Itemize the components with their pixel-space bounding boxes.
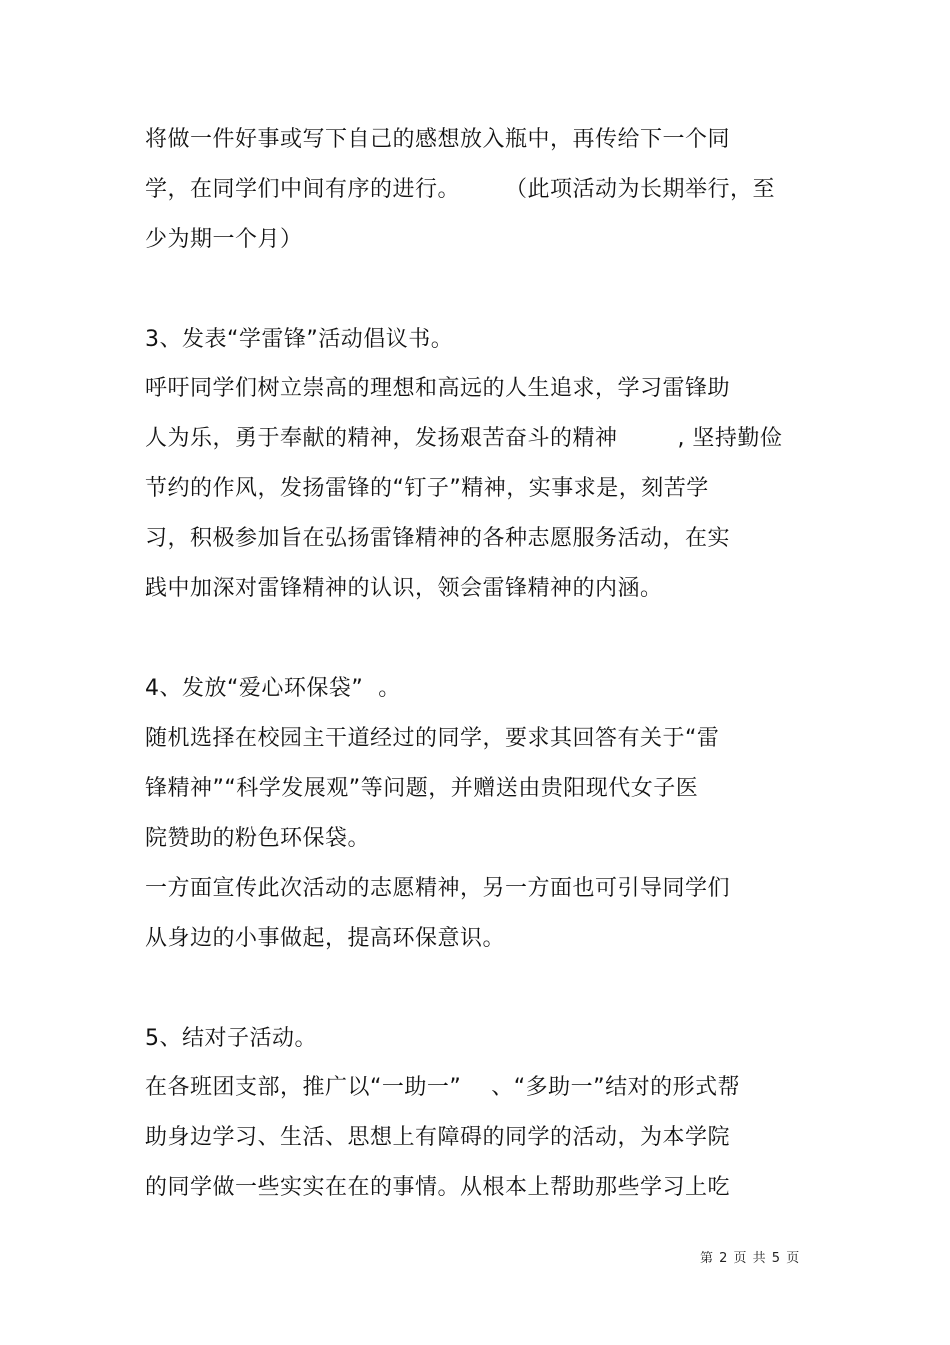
text-line: 践中加深对雷锋精神的认识，领会雷锋精神的内涵。 <box>145 576 663 601</box>
text-line: 锋精神”“科学发展观”等问题，并赠送由贵阳现代女子医 <box>145 776 699 801</box>
text-line: 院赞助的粉色环保袋。 <box>145 826 371 851</box>
text-line: 将做一件好事或写下自己的感想放入瓶中，再传给下一个同 <box>145 127 731 152</box>
text-line: 的同学做一些实实在在的事情。从根本上帮助那些学习上吃 <box>145 1175 731 1200</box>
text-line: 学，在同学们中间有序的进行。 （此项活动为长期举行，至 <box>145 177 775 202</box>
text-line: 习，积极参加旨在弘扬雷锋精神的各种志愿服务活动，在实 <box>145 526 731 551</box>
text-line: 节约的作风，发扬雷锋的“钉子”精神，实事求是，刻苦学 <box>145 476 709 501</box>
text-line: 呼吁同学们树立崇高的理想和高远的人生追求，学习雷锋助 <box>145 376 731 401</box>
page-number-footer: 第 2 页 共 5 页 <box>700 1251 801 1266</box>
text-line: 助身边学习、生活、思想上有障碍的同学的活动，为本学院 <box>145 1125 731 1150</box>
text-line: 一方面宣传此次活动的志愿精神，另一方面也可引导同学们 <box>145 876 731 901</box>
text-line: 人为乐，勇于奉献的精神，发扬艰苦奋斗的精神 , 坚持勤俭 <box>145 426 783 451</box>
text-line: 随机选择在校园主干道经过的同学，要求其回答有关于“雷 <box>145 726 720 751</box>
text-line: 在各班团支部，推广以“一助一” 、“多助一”结对的形式帮 <box>145 1075 741 1100</box>
section-heading: 3、发表“学雷锋”活动倡议书。 <box>145 327 454 352</box>
section-heading: 4、发放“爱心环保袋” 。 <box>145 676 401 701</box>
section-heading: 5、结对子活动。 <box>145 1026 317 1051</box>
text-line: 少为期一个月） <box>145 227 303 252</box>
text-line: 从身边的小事做起，提高环保意识。 <box>145 926 506 951</box>
